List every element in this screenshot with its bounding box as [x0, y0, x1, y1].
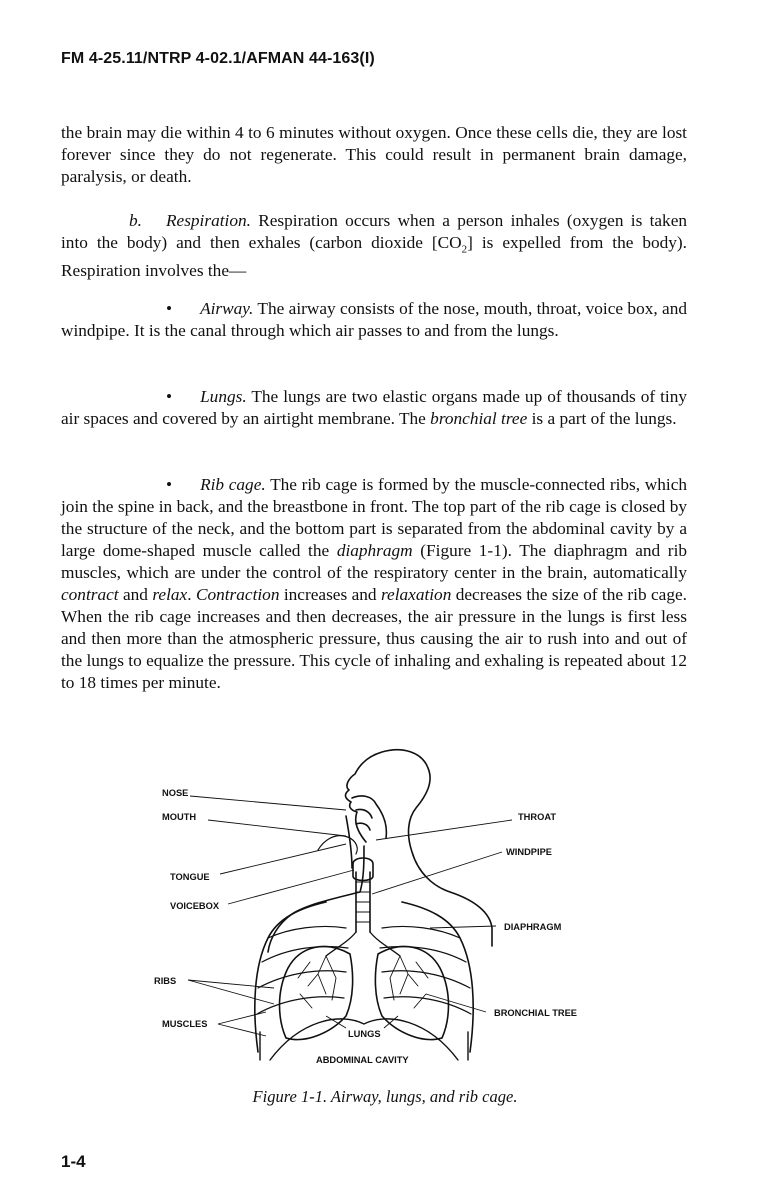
- left-bronchus: [326, 932, 400, 956]
- label-lungs: LUNGS: [348, 1029, 381, 1039]
- paragraph-intro: the brain may die within 4 to 6 minutes without oxygen. Once these cells die, they are lost forever since they do not regenerate. This could result in permanent brain damage, paralysis, or death.: [61, 123, 687, 186]
- leader-lungs-right: [384, 1016, 398, 1028]
- term-diaphragm: diaphragm: [336, 541, 413, 560]
- leader-nose: [190, 796, 346, 810]
- term-contraction: Contraction: [195, 585, 280, 604]
- running-header: FM 4-25.11/NTRP 4-02.1/AFMAN 44-163(I): [61, 50, 375, 67]
- leader-mouth: [208, 820, 346, 836]
- bullet-ribcage: • Rib cage. The rib cage is formed by the muscle-connected ribs, which join the spine in back, and the breastbone in front. The top part of the rib cage is closed by the structure of the neck, and the bottom part is separated from the abdominal cavity by a large dome-shaped muscle called the diaphragm (Figure 1-1). The diaphragm and rib muscles, which are under the control of the respiratory center in the brain, automatically contract and relax. Contraction increases and relaxation decreases the size of the rib cage. When the rib cage increases and then decreases, the air pressure in the lungs is first less and then more than the atmospheric pressure, thus causing the air to rush into and out of the lungs to equalize the pressure. This cycle of inhaling and exhaling is repeated about 12 to 18 times per minute.: [61, 475, 688, 692]
- leader-muscles-1: [218, 1012, 266, 1024]
- bullet-airway: • Airway. The airway consists of the nose, mouth, throat, voice box, and windpipe. It is the canal through which air passes to and from the lungs.: [61, 299, 687, 340]
- neck-front: [268, 846, 364, 952]
- label-tongue: TONGUE: [170, 872, 210, 882]
- term-respiration: Respiration.: [165, 211, 251, 230]
- bullet-lungs: • Lungs. The lungs are two elastic organs made up of thousands of tiny air spaces and covered by an airtight membrane. The bronchial tree is a part of the lungs.: [61, 387, 687, 428]
- bullet-marker: •: [166, 475, 173, 494]
- label-muscles: MUSCLES: [162, 1019, 208, 1029]
- mouth-cavity: [356, 809, 372, 830]
- label-bronchial-tree: BRONCHIAL TREE: [494, 1008, 577, 1018]
- term-airway: Airway.: [200, 299, 254, 318]
- bronchial-tree-branches: [298, 956, 428, 1008]
- label-diaphragm: DIAPHRAGM: [504, 922, 562, 932]
- label-abdominal-cavity: ABDOMINAL CAVITY: [316, 1055, 409, 1065]
- label-mouth: MOUTH: [162, 812, 197, 822]
- label-throat: THROAT: [518, 812, 557, 822]
- term-lungs: Lungs.: [200, 387, 247, 406]
- label-voicebox: VOICEBOX: [170, 901, 220, 911]
- term-contract: contract: [61, 585, 119, 604]
- head-outline: [345, 750, 492, 946]
- nasal-cavity: [352, 796, 386, 838]
- leader-tongue: [220, 844, 346, 874]
- page-number: 1-4: [61, 1152, 86, 1171]
- label-windpipe: WINDPIPE: [506, 847, 552, 857]
- windpipe-rings: [356, 882, 370, 922]
- leader-bronchial-tree: [426, 994, 486, 1012]
- respiratory-system-diagram: [150, 742, 580, 1072]
- leader-windpipe: [372, 852, 502, 894]
- term-bronchial-tree: bronchial tree: [430, 409, 528, 428]
- term-relax: relax: [152, 585, 188, 604]
- bullet-marker: •: [166, 387, 173, 406]
- ribs: [257, 926, 471, 1014]
- term-relaxation: relaxation: [380, 585, 452, 604]
- paragraph-respiration: b. Respiration. Respiration occurs when a person inhales (oxygen is taken into the body) and then exhales (carbon dioxide $[CO_2]$ is expelled from the body). Respiration involves the—: [61, 211, 687, 281]
- leader-throat: [376, 820, 512, 840]
- term-rib-cage: Rib cage.: [200, 475, 266, 494]
- label-nose: NOSE: [162, 788, 189, 798]
- bullet-marker: •: [166, 299, 173, 318]
- leader-diaphragm: [430, 926, 496, 928]
- label-ribs: RIBS: [154, 976, 177, 986]
- figure-caption: Figure 1-1. Airway, lungs, and rib cage.: [252, 1087, 518, 1106]
- paragraph-label: b.: [129, 211, 142, 230]
- leader-muscles-2: [218, 1024, 266, 1036]
- throat: [346, 816, 352, 868]
